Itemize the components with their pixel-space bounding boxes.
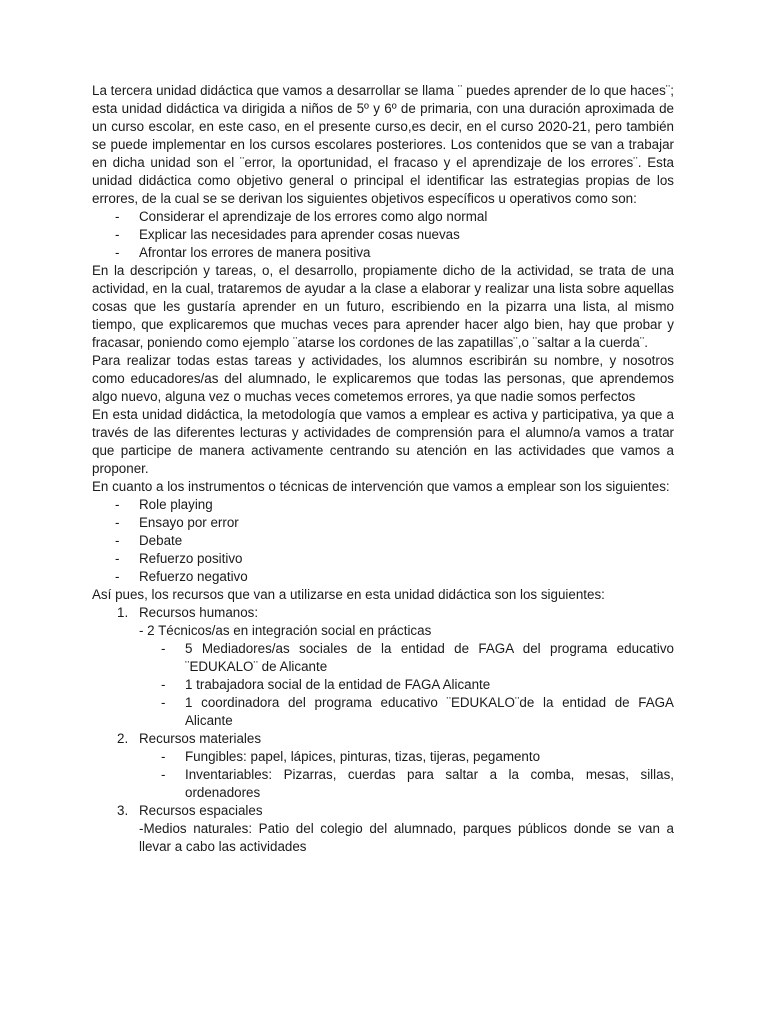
description-paragraph: En la descripción y tareas, o, el desarrollo, propiamente dicho de la actividad, se trata de una actividad, en la cual, trataremos de ayudar a la clase a elaborar y realizar una lista sobre aquellas cosas que les gustaría aprender en un futuro, escribiendo en la pizarra una lista, al mismo tiempo, que explicaremos que muchas veces para aprender hacer algo bien, hay que probar y fracasar, poniendo como ejemplo ¨atarse los cordones de las zapatillas¨,o ¨saltar a la cuerda¨. bbox=[92, 263, 674, 350]
intro-paragraph: La tercera unidad didáctica que vamos a desarrollar se llama ¨ puedes aprender de lo que haces¨; esta unidad didáctica va dirigida a niños de 5º y 6º de primaria, con una duración aproximada de un curso escolar, en este caso, en el presente curso,es decir, en el curso 2020-21, pero también se puede implementar en los cursos escolares posteriores. Los contenidos que se van a trabajar en dicha unidad son el ¨error, la oportunidad, el fracaso y el aprendizaje de los errores¨. Esta unidad didáctica como objetivo general o principal el identificar las estrategias propias de los errores, de la cual se se derivan los siguientes objetivos específicos u operativos como son: bbox=[92, 83, 674, 206]
list-number: 2. bbox=[117, 731, 129, 746]
list-number: 1. bbox=[117, 605, 129, 620]
resources-intro-paragraph: Así pues, los recursos que van a utilizarse en esta unidad didáctica son los siguientes: bbox=[92, 587, 605, 602]
techniques-intro-paragraph: En cuanto a los instrumentos o técnicas de intervención que vamos a emplear son los siguientes: bbox=[92, 479, 670, 494]
list-item: - Debate bbox=[92, 532, 674, 550]
resource-title: Recursos humanos: bbox=[139, 605, 259, 620]
list-item: - Role playing bbox=[92, 496, 674, 514]
material-resources-list bbox=[139, 748, 674, 802]
resource-title: Recursos materiales bbox=[139, 731, 262, 746]
resource-human bbox=[92, 604, 674, 730]
resource-spatial bbox=[92, 802, 674, 856]
list-item: - 1 coordinadora del programa educativo ¨EDUKALO¨de la entidad de FAGA Alicante bbox=[139, 694, 674, 730]
methodology-paragraph: En esta unidad didáctica, la metodología que vamos a emplear es activa y participativa, ya que a través de las diferentes lecturas y actividades de comprensión para el alumno/a vamos a tratar que participe de manera activamente centrando su atención en las actividades que vamos a proponer. bbox=[92, 407, 674, 476]
list-number: 3. bbox=[117, 803, 129, 818]
list-item: - Refuerzo positivo bbox=[92, 550, 674, 568]
techniques-list bbox=[92, 496, 674, 586]
list-item: - Inventariables: Pizarras, cuerdas para saltar a la comba, mesas, sillas, ordenadores bbox=[139, 766, 674, 802]
resources-list bbox=[92, 604, 674, 856]
human-resources-list bbox=[139, 640, 674, 730]
list-item: - 1 trabajadora social de la entidad de FAGA Alicante bbox=[139, 676, 674, 694]
list-item: - Afrontar los errores de manera positiva bbox=[92, 244, 674, 262]
resource-material bbox=[92, 730, 674, 802]
resource-subline: - 2 Técnicos/as en integración social en prácticas bbox=[139, 623, 432, 638]
resource-subline: -Medios naturales: Patio del colegio del alumnado, parques públicos donde se van a llevar a cabo las actividades bbox=[139, 821, 674, 854]
list-item: - Refuerzo negativo bbox=[92, 568, 674, 586]
resource-title: Recursos espaciales bbox=[139, 803, 263, 818]
list-item: - Explicar las necesidades para aprender cosas nuevas bbox=[92, 226, 674, 244]
document-page bbox=[92, 82, 674, 856]
objectives-list bbox=[92, 208, 674, 262]
list-item: - 5 Mediadores/as sociales de la entidad de FAGA del programa educativo ¨EDUKALO¨ de Alicante bbox=[139, 640, 674, 676]
list-item: - Considerar el aprendizaje de los errores como algo normal bbox=[92, 208, 674, 226]
list-item: - Fungibles: papel, lápices, pinturas, tizas, tijeras, pegamento bbox=[139, 748, 674, 766]
tasks-paragraph: Para realizar todas estas tareas y actividades, los alumnos escribirán su nombre, y nosotros como educadores/as del alumnado, le explicaremos que todas las personas, que aprendemos algo nuevo, alguna vez o muchas veces cometemos errores, ya que nadie somos perfectos bbox=[92, 353, 674, 404]
list-item: - Ensayo por error bbox=[92, 514, 674, 532]
